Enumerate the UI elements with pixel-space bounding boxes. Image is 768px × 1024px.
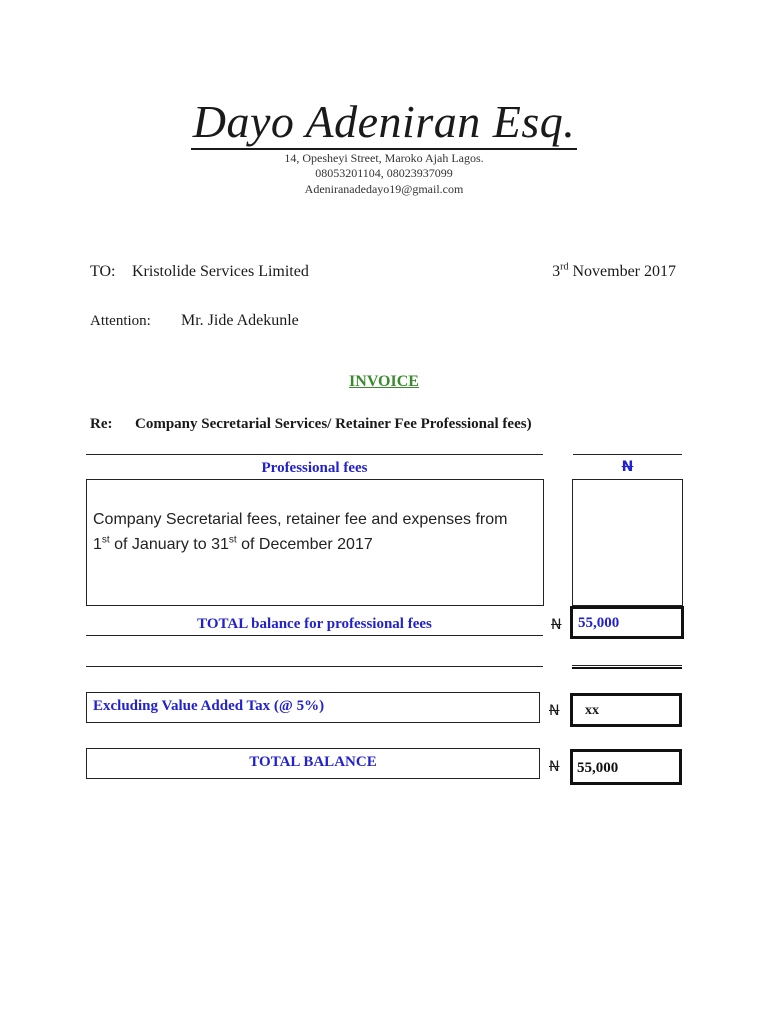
- total-prof-value: 55,000: [578, 615, 620, 631]
- spacer-rule-right: [572, 665, 682, 669]
- description-line-2: 1st of January to 31st of December 2017: [93, 534, 373, 553]
- re-label: Re:: [90, 416, 113, 432]
- total-currency: N: [549, 759, 560, 775]
- total-prof-label: TOTAL balance for professional fees: [197, 616, 432, 632]
- total-prof-rule: [86, 635, 543, 636]
- to-value: Kristolide Services Limited: [132, 263, 309, 280]
- total-value: 55,000: [577, 760, 619, 776]
- vat-label: Excluding Value Added Tax (@ 5%): [93, 698, 325, 714]
- header-rule-right: [573, 454, 682, 455]
- letterhead-email: Adeniranadedayo19@gmail.com: [304, 182, 464, 196]
- description-box: [86, 479, 544, 606]
- total-amount-box: [570, 749, 682, 785]
- vat-value: xx: [585, 703, 599, 718]
- col-header-fees: Professional fees: [261, 460, 368, 476]
- spacer-rule-left: [86, 666, 543, 667]
- total-prof-amount-box: [570, 606, 684, 639]
- vat-amount-box: [570, 693, 682, 727]
- vat-label-box: [86, 692, 540, 723]
- invoice-title: INVOICE: [349, 373, 419, 390]
- total-prof-currency: N: [551, 617, 562, 633]
- attention-label: Attention:: [90, 313, 151, 329]
- letterhead-name: Dayo Adeniran Esq.: [0, 94, 768, 150]
- vat-currency: N: [549, 703, 560, 719]
- attention-value: Mr. Jide Adekunle: [181, 312, 299, 329]
- invoice-date: 3rd November 2017: [552, 261, 676, 280]
- header-rule-left: [86, 454, 543, 455]
- total-label-box: [86, 748, 540, 779]
- total-label: TOTAL BALANCE: [249, 754, 377, 770]
- col-header-currency: N: [621, 459, 634, 475]
- amount-box: [572, 479, 683, 606]
- letterhead-phones: 08053201104, 08023937099: [315, 166, 453, 180]
- letterhead-address: 14, Opesheyi Street, Maroko Ajah Lagos.: [284, 151, 484, 165]
- to-label: TO:: [90, 263, 116, 280]
- re-value: Company Secretarial Services/ Retainer Fee Professional fees): [135, 416, 532, 432]
- description-line-1: Company Secretarial fees, retainer fee and expenses from: [93, 511, 508, 528]
